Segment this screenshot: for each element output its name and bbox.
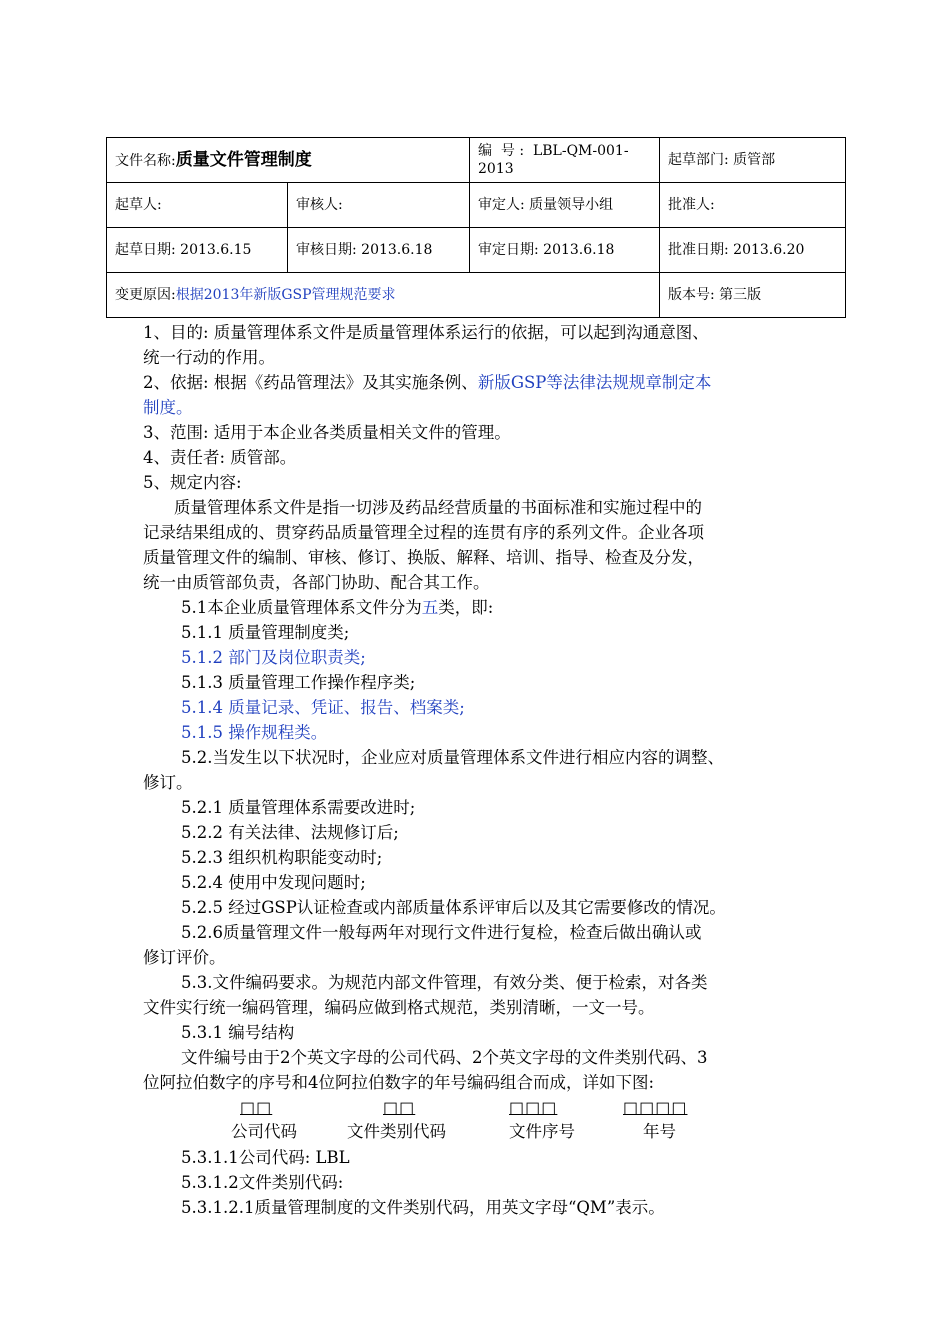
drafter-cell: 起草人: — [107, 183, 288, 228]
section-5-2-5: 5.2.5 经过GSP认证检查或内部质量体系评审后以及其它需要修改的情况。 — [181, 898, 726, 917]
doc-name-value: 质量文件管理制度 — [175, 149, 312, 170]
review-date-cell: 审核日期: 2013.6.18 — [288, 228, 470, 273]
scope-line: 3、范围: 适用于本企业各类质量相关文件的管理。 — [143, 423, 511, 442]
section-5-1-5: 5.1.5 操作规程类。 — [181, 723, 328, 742]
content-para-2: 记录结果组成的、贯穿药品质量管理全过程的连贯有序的系列文件。企业各项 — [143, 523, 704, 542]
basis-line — [143, 370, 823, 395]
section-5-3-1-2-1: 5.3.1.2.1质量管理制度的文件类别代码，用英文字母“QM”表示。 — [181, 1198, 665, 1217]
approver-cell: 审定人: 质量领导小组 — [470, 183, 660, 228]
section-5-2-4: 5.2.4 使用中发现问题时; — [181, 873, 366, 892]
year-label: 年号 — [643, 1122, 676, 1141]
content-para-3: 质量管理文件的编制、审核、修订、换版、解释、培训、指导、检查及分发， — [143, 548, 704, 567]
section-5-2-2: 5.2.2 有关法律、法规修订后; — [181, 823, 399, 842]
section-5-1-4: 5.1.4 质量记录、凭证、报告、档案类; — [181, 698, 465, 717]
section-5-2: 5.2.当发生以下状况时，企业应对质量管理体系文件进行相应内容的调整、 — [181, 748, 724, 767]
section-5-3: 5.3.文件编码要求。为规范内部文件管理，有效分类、便于检索，对各类 — [181, 973, 708, 992]
section-5-2-3: 5.2.3 组织机构职能变动时; — [181, 848, 383, 867]
sequence-label: 文件序号 — [509, 1122, 575, 1141]
section-5-2-cont: 修订。 — [143, 773, 193, 792]
numbering-para-cont: 位阿拉伯数字的序号和4位阿拉伯数字的年号编码组合而成，详如下图: — [143, 1073, 655, 1092]
document-header-table — [106, 137, 846, 318]
section-5-1 — [143, 595, 823, 620]
change-reason-cell — [107, 273, 660, 318]
year-boxes: □□□□ — [623, 1098, 688, 1117]
section-5-1-1: 5.1.1 质量管理制度类; — [181, 623, 350, 642]
sequence-boxes: □□□ — [509, 1098, 558, 1117]
content-para-1: 质量管理体系文件是指一切涉及药品经营质量的书面标准和实施过程中的 — [174, 498, 702, 517]
section-5-3-1-1: 5.3.1.1公司代码: LBL — [181, 1148, 350, 1167]
approve-date-cell: 审定日期: 2013.6.18 — [470, 228, 660, 273]
category-code-label: 文件类别代码 — [347, 1122, 446, 1141]
section-5-1-tail: 类，即: — [438, 598, 494, 617]
section-5-1-count: 五 — [421, 598, 439, 617]
basis-text-blue: 新版GSP等法律法规规章制定本 — [477, 373, 712, 392]
change-reason-value: 根据2013年新版GSP管理规范要求 — [175, 287, 396, 303]
doc-name-label: 文件名称: — [115, 152, 176, 169]
change-reason-label: 变更原因: — [115, 287, 176, 303]
code-structure-diagram — [143, 1095, 823, 1145]
doc-number: 编 号 : LBL-QM-001- — [478, 143, 629, 159]
section-5-1-text: 5.1本企业质量管理体系文件分为 — [181, 598, 422, 617]
category-code-boxes: □□ — [383, 1098, 416, 1117]
doc-number-cell — [470, 138, 660, 183]
basis-text: 2、依据: 根据《药品管理法》及其实施条例、 — [143, 373, 478, 392]
ratify-date-cell: 批准日期: 2013.6.20 — [660, 228, 846, 273]
section-5-2-6-cont: 修订评价。 — [143, 948, 226, 967]
section-5-2-1: 5.2.1 质量管理体系需要改进时; — [181, 798, 416, 817]
content-heading: 5、规定内容: — [143, 473, 242, 492]
section-5-3-1: 5.3.1 编号结构 — [181, 1023, 295, 1042]
section-5-2-6: 5.2.6质量管理文件一般每两年对现行文件进行复检，检查后做出确认或 — [181, 923, 702, 942]
purpose-line-2: 统一行动的作用。 — [143, 348, 275, 367]
numbering-para: 文件编号由于2个英文字母的公司代码、2个英文字母的文件类别代码、3 — [181, 1048, 708, 1067]
responsible-line: 4、责任者: 质管部。 — [143, 448, 297, 467]
doc-number-year: 2013 — [478, 161, 514, 177]
section-5-1-2: 5.1.2 部门及岗位职责类; — [181, 648, 366, 667]
version-cell: 版本号: 第三版 — [660, 273, 846, 318]
document-body — [143, 320, 823, 1220]
company-code-boxes: □□ — [240, 1098, 273, 1117]
company-code-label: 公司代码 — [231, 1122, 297, 1141]
ratifier-cell: 批准人: — [660, 183, 846, 228]
reviewer-cell: 审核人: — [288, 183, 470, 228]
section-5-1-3: 5.1.3 质量管理工作操作程序类; — [181, 673, 416, 692]
draft-date-cell: 起草日期: 2013.6.15 — [107, 228, 288, 273]
basis-line-2: 制度。 — [143, 398, 193, 417]
content-para-4: 统一由质管部负责，各部门协助、配合其工作。 — [143, 573, 490, 592]
dept-cell: 起草部门: 质管部 — [660, 138, 846, 183]
doc-name-cell — [107, 138, 470, 183]
purpose-line: 1、目的: 质量管理体系文件是质量管理体系运行的依据，可以起到沟通意图、 — [143, 323, 709, 342]
section-5-3-1-2: 5.3.1.2文件类别代码: — [181, 1173, 344, 1192]
section-5-3-cont: 文件实行统一编码管理，编码应做到格式规范，类别清晰，一文一号。 — [143, 998, 655, 1017]
